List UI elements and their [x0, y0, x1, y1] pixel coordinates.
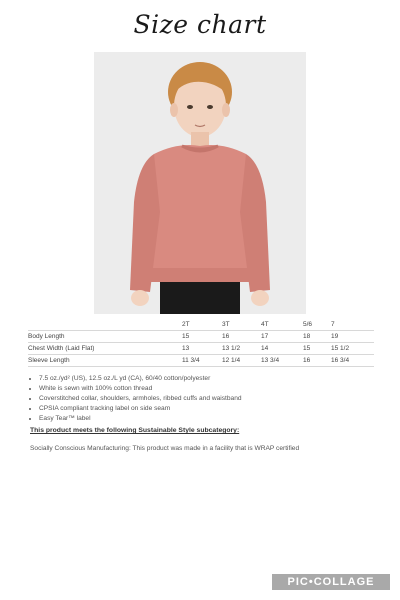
table-cell: 12 1/4: [222, 355, 261, 367]
column-header: 3T: [222, 320, 230, 328]
table-cell: Body Length: [28, 331, 182, 343]
table-cell: 13: [182, 343, 222, 355]
table-cell: 17: [261, 331, 303, 343]
feature-list: [30, 374, 379, 424]
table-cell: 16 3/4: [331, 355, 374, 367]
table-cell: 13 3/4: [261, 355, 303, 367]
child-in-sweatshirt-illustration: [94, 52, 306, 314]
list-item: • White is sewn with 100% cotton thread: [39, 384, 379, 394]
list-item: • Coverstitched collar, shoulders, armholes, ribbed cuffs and waistband: [39, 394, 379, 404]
list-item: • 7.5 oz./yd² (US), 12.5 oz./L yd (CA), 60/40 cotton/polyester: [39, 374, 379, 384]
table-row: [28, 343, 374, 355]
column-header: 7: [331, 320, 335, 328]
table-cell: 16: [303, 355, 331, 367]
table-row: [28, 331, 374, 343]
column-header: [28, 318, 182, 331]
product-photo: [94, 52, 306, 314]
column-header: 2T: [182, 320, 190, 328]
table-cell: 15 1/2: [331, 343, 374, 355]
table-cell: 13 1/2: [222, 343, 261, 355]
column-header: 5/6: [303, 320, 313, 328]
sustainable-style-note: Socially Conscious Manufacturing: This product was made in a facility that is WRAP certified: [30, 445, 300, 452]
list-item: • CPSIA compliant tracking label on side seam: [39, 404, 379, 414]
table-cell: 15: [182, 331, 222, 343]
sustainable-style-heading: This product meets the following Sustainable Style subcategory:: [30, 427, 240, 434]
table-row: [28, 355, 374, 367]
table-cell: 14: [261, 343, 303, 355]
size-chart-table: [28, 318, 374, 367]
table-header-row: [28, 318, 374, 331]
table-cell: Chest Width (Laid Flat): [28, 343, 182, 355]
table-cell: 19: [331, 331, 374, 343]
column-header: 4T: [261, 320, 269, 328]
pic-collage-watermark: PIC•COLLAGE: [272, 574, 390, 590]
table-cell: 15: [303, 343, 331, 355]
table-cell: Sleeve Length: [28, 355, 182, 367]
table-cell: 16: [222, 331, 261, 343]
table-cell: 11 3/4: [182, 355, 222, 367]
table-cell: 18: [303, 331, 331, 343]
page-title: Size chart: [133, 10, 267, 39]
list-item: • Easy Tear™ label: [39, 414, 379, 424]
